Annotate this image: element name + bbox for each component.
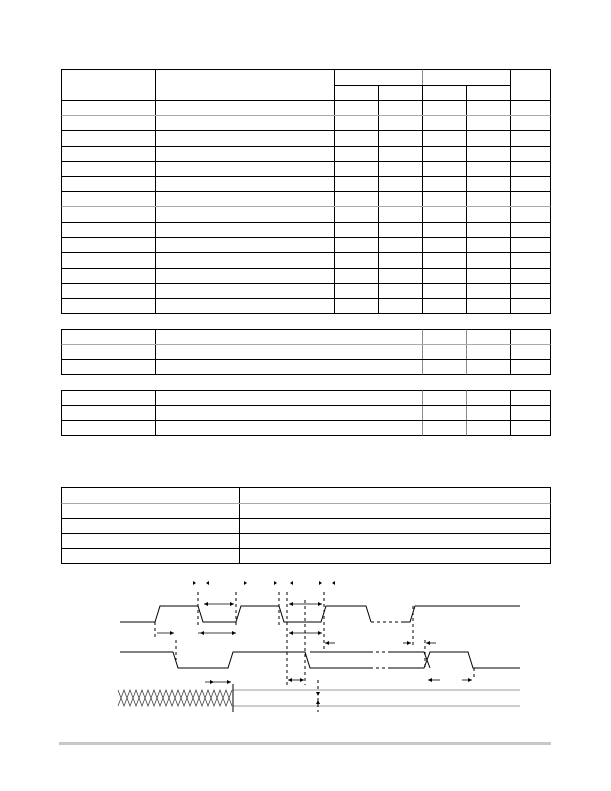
clock-waveform <box>120 606 371 622</box>
timing-diagram <box>118 581 520 712</box>
pin-description-table <box>62 488 551 564</box>
bus-waveform <box>118 690 232 706</box>
characteristics-table-2 <box>62 330 551 375</box>
characteristics-table-3 <box>62 391 551 436</box>
data-waveform <box>120 652 370 668</box>
footer-rule <box>59 742 551 745</box>
